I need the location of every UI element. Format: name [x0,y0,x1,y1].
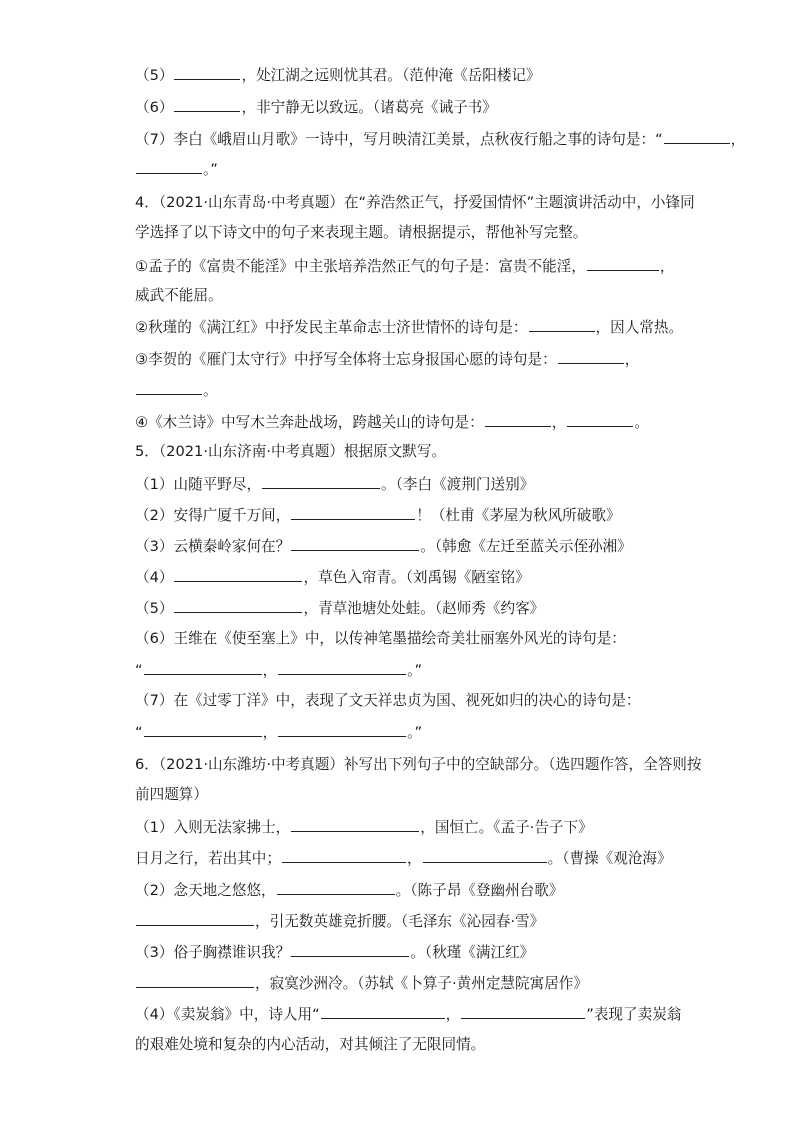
answer-blank[interactable] [144,660,262,675]
q5-3: （3）云横秦岭家何在？ 。（韩愈《左迁至蓝关示侄孙湘》 [135,538,632,555]
answer-blank[interactable] [262,474,380,489]
answer-blank[interactable] [174,567,302,582]
answer-blank[interactable] [423,848,547,863]
answer-blank[interactable] [461,1004,585,1019]
answer-blank[interactable] [278,660,406,675]
q6-1-cont: 日月之行，若出其中； ， 。（曹操《观沧海》 [135,850,672,867]
answer-blank[interactable] [282,848,406,863]
q5-7: （7）在《过零丁洋》中，表现了文天祥忠贞为国、视死如归的决心的诗句是： [135,692,641,709]
answer-blank[interactable] [277,880,395,895]
q3-6: （6） ，非宁静无以致远。（诸葛亮《诫子书》 [135,99,497,116]
q6-2-cont: ，引无数英雄竞折腰。（毛泽东《沁园春·雪》 [135,911,544,932]
answer-blank[interactable] [174,65,240,80]
answer-blank[interactable] [567,412,633,427]
q5-1: （1）山随平野尽， 。（李白《渡荆门送别》 [135,476,535,493]
q4-title: 4．（2021·山东青岛·中考真题）在“养浩然正气，抒爱国情怀”主题演讲活动中，小锋同 [135,194,695,211]
q6-1: （1）入则无法家拂士， ，国恒亡。《孟子·告子下》 [135,819,593,836]
q6-title-cont: 前四题算） [135,786,208,803]
answer-blank[interactable] [291,817,419,832]
answer-blank[interactable] [278,722,406,737]
answer-blank[interactable] [174,598,302,613]
answer-blank[interactable] [136,911,254,926]
q6-3-cont: ，寂寞沙洲冷。（苏轼《卜算子·黄州定慧院寓居作》 [135,973,588,994]
answer-blank[interactable] [529,317,595,332]
q4-2: ②秋瑾的《满江红》中抒发民主革命志士济世情怀的诗句是： ，因人常热。 [135,319,684,336]
answer-blank[interactable] [136,159,202,174]
q5-2: （2）安得广厦千万间， ！（杜甫《茅屋为秋风所破歌》 [135,507,621,524]
q5-5: （5） ，青草池塘处处蛙。（赵师秀《约客》 [135,600,545,617]
answer-blank[interactable] [664,129,730,144]
answer-blank[interactable] [291,536,419,551]
answer-blank[interactable] [136,973,254,988]
q6-4-cont: 的艰难处境和复杂的内心活动，对其倾注了无限同情。 [135,1036,486,1053]
q4-4: ④《木兰诗》中写木兰奔赴战场，跨越关山的诗句是： ， 。 [135,414,649,431]
answer-blank[interactable] [291,942,409,957]
q4-3: ③李贺的《雁门太守行》中抒写全体将士忘身报国心愿的诗句是： ， [135,351,640,368]
answer-blank[interactable] [587,256,659,271]
q4-1: ①孟子的《富贵不能淫》中主张培养浩然正气的句子是：富贵不能淫， ， [135,258,675,275]
answer-blank[interactable] [558,349,624,364]
answer-blank[interactable] [291,505,415,520]
answer-blank[interactable] [321,1004,445,1019]
q4-1-cont: 威武不能屈。 [135,287,223,304]
q5-title: 5．（2021·山东济南·中考真题）根据原文默写。 [135,443,447,460]
q5-6: （6）王维在《使至塞上》中，以传神笔墨描绘奇美壮丽塞外风光的诗句是： [135,630,626,647]
q6-title: 6．（2021·山东潍坊·中考真题）补写出下列句子中的空缺部分。（选四题作答，全答则按 [135,756,702,773]
q6-2: （2）念天地之悠悠， 。（陈子昂《登幽州台歌》 [135,882,564,899]
q6-3: （3）俗子胸襟谁识我？ 。（秋瑾《满江红》 [135,944,535,961]
answer-blank[interactable] [485,412,551,427]
q3-7-cont: 。” [135,159,218,180]
answer-blank[interactable] [136,380,202,395]
answer-blank[interactable] [174,97,240,112]
q6-4: （4）《卖炭翁》中，诗人用“ ， ”表现了卖炭翁 [135,1006,682,1023]
q3-5: （5） ，处江湖之远则忧其君。（范仲淹《岳阳楼记》 [135,67,541,84]
q3-7: （7）李白《峨眉山月歌》一诗中，写月映清江美景，点秋夜行船之事的诗句是：“ ， [135,131,746,148]
q4-3-cont: 。 [135,380,218,401]
q5-4: （4） ，草色入帘青。（刘禹锡《陋室铭》 [135,569,530,586]
answer-blank[interactable] [144,722,262,737]
q5-6-cont: “ ， 。” [135,662,423,679]
q4-title-cont: 学选择了以下诗文中的句子来表现主题。请根据提示，帮他补写完整。 [135,224,588,241]
q5-7-cont: “ ， 。” [135,724,423,741]
